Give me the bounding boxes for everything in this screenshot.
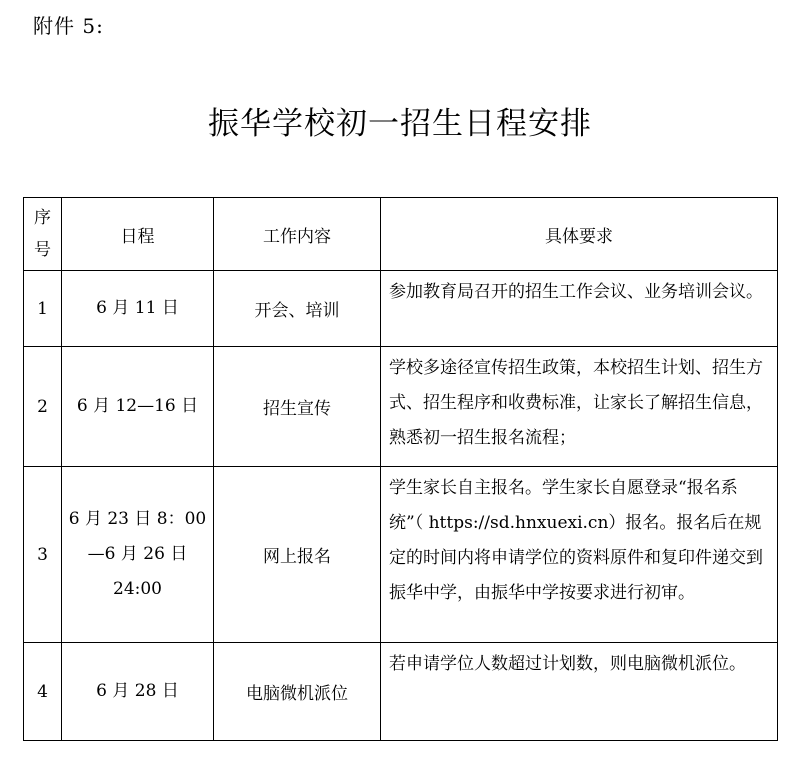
schedule-line: 6 月 12—16 日 (76, 396, 199, 416)
row-requirements: 参加教育局召开的招生工作会议、业务培训会议。 (381, 271, 778, 347)
row-schedule (62, 643, 214, 741)
attachment-label: 附件 5: (33, 14, 104, 38)
schedule-line: 24:00 (113, 579, 162, 599)
row-schedule (62, 271, 214, 347)
header-seq (24, 198, 62, 271)
schedule-table (23, 197, 778, 741)
header-seq-line1: 序 (34, 208, 51, 228)
row-work: 网上报名 (214, 467, 381, 643)
schedule-line: —6 月 26 日 (87, 544, 188, 564)
row-requirements: 学校多途径宣传招生政策，本校招生计划、招生方式、招生程序和收费标准，让家长了解招生信息，熟悉初一招生报名流程； (381, 347, 778, 467)
row-requirements: 学生家长自主报名。学生家长自愿登录“报名系统”（ https://sd.hnxuexi.cn）报名。报名后在规定的时间内将申请学位的资料原件和复印件递交到振华中学，由振华中学按要求进行初审。 (381, 467, 778, 643)
schedule-line: 6 月 28 日 (96, 681, 179, 701)
header-requirements: 具体要求 (381, 198, 778, 271)
document-title: 振华学校初一招生日程安排 (208, 106, 592, 142)
row-schedule (62, 347, 214, 467)
row-seq: 2 (24, 347, 62, 467)
row-seq: 3 (24, 467, 62, 643)
row-seq: 1 (24, 271, 62, 347)
table-row (24, 347, 778, 467)
table-row (24, 643, 778, 741)
row-work: 电脑微机派位 (214, 643, 381, 741)
row-work: 招生宣传 (214, 347, 381, 467)
row-schedule (62, 467, 214, 643)
table-row (24, 467, 778, 643)
row-work: 开会、培训 (214, 271, 381, 347)
table-header-row (24, 198, 778, 271)
header-seq-line2: 号 (34, 240, 51, 260)
row-seq: 4 (24, 643, 62, 741)
header-work: 工作内容 (214, 198, 381, 271)
schedule-line: 6 月 11 日 (96, 298, 179, 318)
header-schedule: 日程 (62, 198, 214, 271)
schedule-line: 6 月 23 日 8：00 (68, 509, 207, 529)
table-row (24, 271, 778, 347)
row-requirements: 若申请学位人数超过计划数，则电脑微机派位。 (381, 643, 778, 741)
